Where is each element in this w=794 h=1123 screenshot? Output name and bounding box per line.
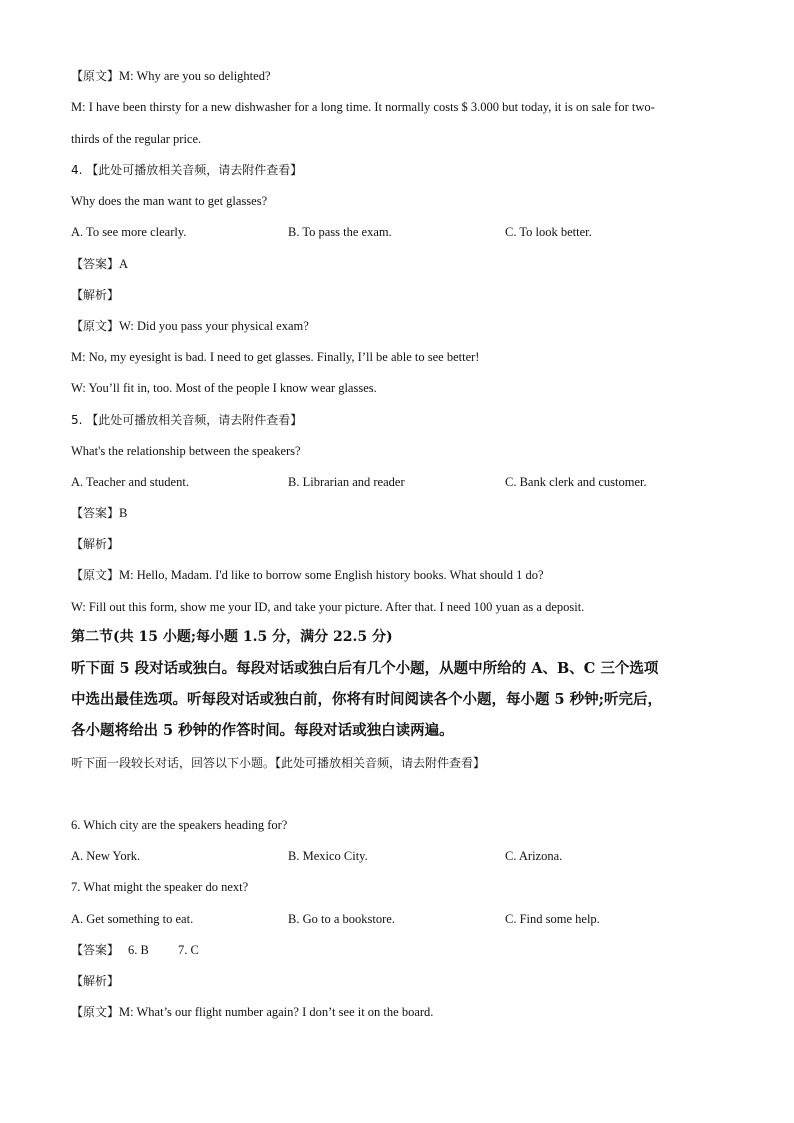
analysis-tag: 【解析】	[71, 288, 120, 302]
option-c: C. Find some help.	[505, 912, 600, 926]
original-text-tag: 【原文】	[71, 319, 120, 333]
section-title: 第二节(共 15 小题;每小题 1.5 分，满分 22.5 分)	[71, 629, 393, 645]
option-a: A. To see more clearly.	[71, 225, 187, 239]
analysis-tag: 【解析】	[71, 974, 120, 988]
original-text-tag: 【原文】	[71, 568, 120, 582]
transcript-line	[71, 131, 734, 147]
transcript-line	[71, 1004, 734, 1020]
transcript-line	[71, 68, 734, 84]
transcript-text: thirds of the regular price.	[71, 132, 202, 146]
transcript-line	[71, 318, 734, 334]
section-instructions: 中选出最佳选项。听每段对话或独白前，你将有时间阅读各个小题，每小题 5 秒钟;听完后，	[71, 691, 663, 708]
transcript-text: W: Did you pass your physical exam?	[119, 319, 309, 333]
option-c: C. Bank clerk and customer.	[505, 475, 647, 489]
option-b: B. Librarian and reader	[288, 475, 405, 489]
transcript-line	[71, 99, 734, 115]
transcript-text: M: Why are you so delighted?	[119, 69, 271, 83]
question-4-text: Why does the man want to get glasses?	[71, 194, 268, 208]
option-b: B. Mexico City.	[288, 849, 368, 863]
option-c: C. To look better.	[505, 225, 592, 239]
question-4-header: 4. 【此处可播放相关音频，请去附件查看】	[71, 163, 303, 177]
original-text-tag: 【原文】	[71, 69, 120, 83]
question-7-text: 7. What might the speaker do next?	[71, 880, 249, 894]
answer-tag: 【答案】	[71, 943, 120, 957]
answer-line	[71, 256, 734, 272]
option-b: B. Go to a bookstore.	[288, 912, 395, 926]
answer-value: 7. C	[178, 943, 199, 957]
answer-tag: 【答案】	[71, 506, 120, 520]
question-6-text: 6. Which city are the speakers heading for?	[71, 818, 288, 832]
section-instructions: 听下面 5 段对话或独白。每段对话或独白后有几个小题，从题中所给的 A、B、C 三个选项	[71, 660, 659, 677]
transcript-line: W: Fill out this form, show me your ID, and take your picture. After that. I need 100 yuan as a deposit.	[71, 600, 585, 614]
answer-tag: 【答案】	[71, 257, 120, 271]
option-a: A. Get something to eat.	[71, 912, 194, 926]
answer-line	[71, 505, 734, 521]
transcript-text: M: Hello, Madam. I'd like to borrow some English history books. What should 1 do?	[119, 568, 544, 582]
transcript-line: M: No, my eyesight is bad. I need to get glasses. Finally, I’ll be able to see better!	[71, 350, 480, 364]
transcript-line: W: You’ll fit in, too. Most of the people I know wear glasses.	[71, 381, 377, 395]
answer-value: B	[119, 506, 128, 520]
transcript-text: M: What’s our flight number again? I don’t see it on the board.	[119, 1005, 434, 1019]
transcript-line	[71, 567, 734, 583]
option-b: B. To pass the exam.	[288, 225, 392, 239]
analysis-tag: 【解析】	[71, 537, 120, 551]
original-text-tag: 【原文】	[71, 1005, 120, 1019]
transcript-text: M: I have been thirsty for a new dishwasher for a long time. It normally costs $ 3.000 but today, it is on sale for two-	[71, 100, 655, 114]
section-instructions: 各小题将给出 5 秒钟的作答时间。每段对话或独白读两遍。	[71, 722, 454, 739]
answer-value: 6. B	[128, 943, 149, 957]
listen-instruction: 听下面一段较长对话，回答以下小题。【此处可播放相关音频，请去附件查看】	[71, 756, 486, 770]
option-a: A. Teacher and student.	[71, 475, 189, 489]
option-a: A. New York.	[71, 849, 141, 863]
answer-value: A	[119, 257, 129, 271]
question-5-text: What's the relationship between the speakers?	[71, 444, 301, 458]
option-c: C. Arizona.	[505, 849, 563, 863]
question-5-header: 5. 【此处可播放相关音频，请去附件查看】	[71, 413, 303, 427]
